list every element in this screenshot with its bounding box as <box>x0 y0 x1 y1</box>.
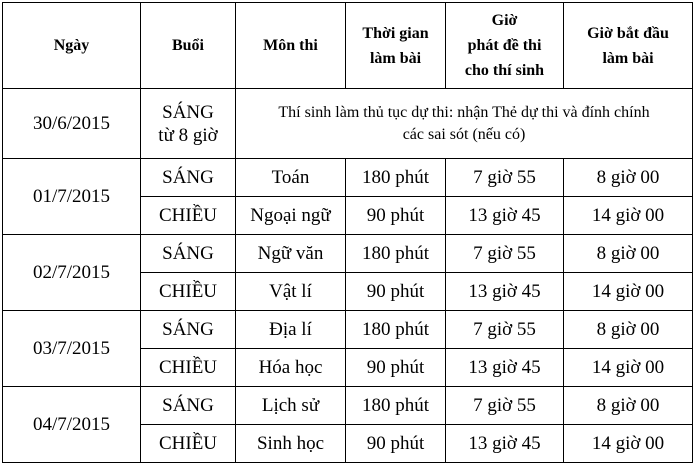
duration-cell: 90 phút <box>346 425 446 463</box>
registration-note-line: Thí sinh làm thủ tục dự thi: nhận Thẻ dự thi và đính chính <box>278 103 650 121</box>
start-time-cell: 8 giờ 00 <box>564 387 693 425</box>
exam-date: 03/7/2015 <box>3 311 141 387</box>
table-row <box>3 235 693 273</box>
session-cell: CHIỀU <box>141 425 236 463</box>
subject-cell: Hóa học <box>236 349 346 387</box>
header-session: Buổi <box>141 3 236 89</box>
header-subject: Môn thi <box>236 3 346 89</box>
table-row <box>3 159 693 197</box>
subject-cell: Vật lí <box>236 273 346 311</box>
registration-date: 30/6/2015 <box>3 89 141 159</box>
session-cell: SÁNG <box>141 311 236 349</box>
subject-cell: Toán <box>236 159 346 197</box>
exam-date: 01/7/2015 <box>3 159 141 235</box>
header-distribution-line: Giờ <box>491 12 518 29</box>
header-duration <box>346 3 446 89</box>
duration-cell: 180 phút <box>346 159 446 197</box>
session-cell: SÁNG <box>141 159 236 197</box>
start-time-cell: 14 giờ 00 <box>564 273 693 311</box>
subject-cell: Địa lí <box>236 311 346 349</box>
distribution-time-cell: 13 giờ 45 <box>446 425 564 463</box>
duration-cell: 90 phút <box>346 349 446 387</box>
distribution-time-cell: 7 giờ 55 <box>446 387 564 425</box>
registration-note <box>236 89 693 159</box>
table-row <box>3 311 693 349</box>
registration-session-line: SÁNG <box>162 101 214 123</box>
subject-cell: Sinh học <box>236 425 346 463</box>
duration-cell: 90 phút <box>346 197 446 235</box>
start-time-cell: 14 giờ 00 <box>564 349 693 387</box>
session-cell: CHIỀU <box>141 349 236 387</box>
session-cell: CHIỀU <box>141 197 236 235</box>
subject-cell: Ngoại ngữ <box>236 197 346 235</box>
registration-note-line: các sai sót (nếu có) <box>402 125 526 143</box>
duration-cell: 180 phút <box>346 235 446 273</box>
distribution-time-cell: 13 giờ 45 <box>446 349 564 387</box>
duration-cell: 180 phút <box>346 311 446 349</box>
header-start-line: làm bài <box>602 49 654 67</box>
exam-date: 02/7/2015 <box>3 235 141 311</box>
header-distribution-line: phát đề thi <box>467 37 542 54</box>
registration-session <box>141 89 236 159</box>
session-cell: SÁNG <box>141 387 236 425</box>
exam-schedule-table <box>2 2 693 463</box>
duration-cell: 180 phút <box>346 387 446 425</box>
session-cell: SÁNG <box>141 235 236 273</box>
header-distribution-time <box>446 3 564 89</box>
subject-cell: Ngữ văn <box>236 235 346 273</box>
table-row <box>3 387 693 425</box>
session-cell: CHIỀU <box>141 273 236 311</box>
header-duration-line: làm bài <box>369 49 422 67</box>
header-start-time <box>564 3 693 89</box>
start-time-cell: 8 giờ 00 <box>564 311 693 349</box>
header-date: Ngày <box>3 3 141 89</box>
distribution-time-cell: 7 giờ 55 <box>446 235 564 273</box>
subject-cell: Lịch sử <box>236 387 346 425</box>
duration-cell: 90 phút <box>346 273 446 311</box>
distribution-time-cell: 13 giờ 45 <box>446 197 564 235</box>
registration-row <box>3 89 693 159</box>
header-distribution-line: cho thí sinh <box>464 62 545 79</box>
exam-date: 04/7/2015 <box>3 387 141 463</box>
distribution-time-cell: 13 giờ 45 <box>446 273 564 311</box>
header-row <box>3 3 693 89</box>
start-time-cell: 8 giờ 00 <box>564 159 693 197</box>
start-time-cell: 14 giờ 00 <box>564 425 693 463</box>
start-time-cell: 8 giờ 00 <box>564 235 693 273</box>
header-start-line: Giờ bắt đầu <box>587 24 669 42</box>
header-duration-line: Thời gian <box>362 24 429 42</box>
distribution-time-cell: 7 giờ 55 <box>446 159 564 197</box>
distribution-time-cell: 7 giờ 55 <box>446 311 564 349</box>
registration-session-line: từ 8 giờ <box>158 124 218 146</box>
start-time-cell: 14 giờ 00 <box>564 197 693 235</box>
